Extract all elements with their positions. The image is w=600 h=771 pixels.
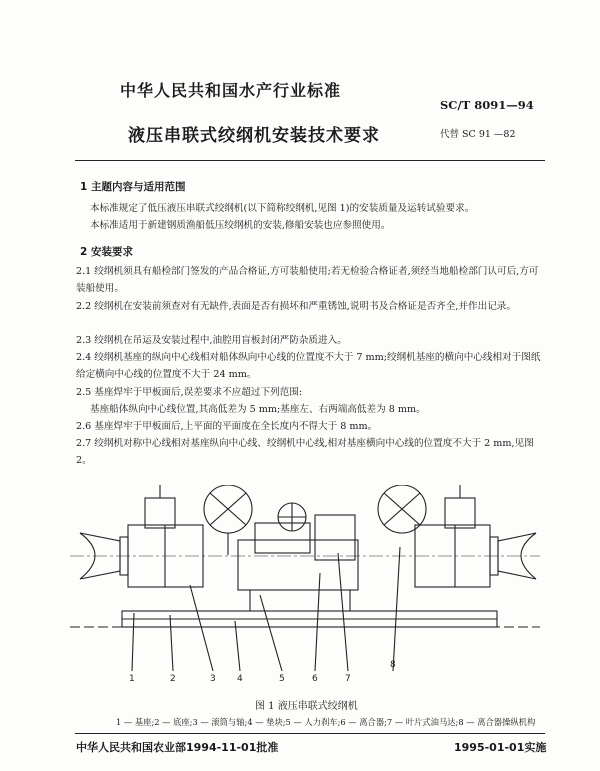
paragraph: 本标准规定了低压液压串联式绞纲机(以下简称绞纲机,见图 1)的安装质量及运转试验要求。 — [90, 203, 475, 214]
figure-caption: 图 1 液压串联式绞纲机 — [255, 701, 358, 712]
callout-label: 3 — [210, 674, 216, 684]
paragraph: 本标准适用于新建钢质渔船低压绞纲机的安装,修船安装也应参照使用。 — [90, 220, 391, 231]
callout-label: 7 — [345, 674, 351, 684]
standard-title: 中华人民共和国水产行业标准 — [120, 81, 342, 100]
effective-date: 1995-01-01实施 — [454, 741, 547, 754]
winch-drawing — [70, 485, 540, 690]
callout-label: 5 — [279, 674, 285, 684]
clause-2-7: 2.7 绞纲机对称中心线相对基座纵向中心线、绞纲机中心线,相对基座横向中心线的位置度不大于 2 mm,见图 2。 — [76, 438, 534, 466]
figure-legend: 1 — 基座;2 — 底座;3 — 滚筒与轴;4 — 垫块;5 — 人力刹车;6 — 离合器;7 — 叶片式油马达;8 — 离合器操纵机构 — [116, 717, 536, 727]
callout-label: 2 — [170, 674, 176, 684]
right-brake-cylinder — [445, 498, 475, 528]
callout-label: 6 — [312, 674, 318, 684]
document-title: 液压串联式绞纲机安装技术要求 — [128, 126, 380, 146]
clause-2-6: 2.6 基座焊牢于甲板面后,上平面的平面度在全长度内不得大于 8 mm。 — [76, 421, 378, 432]
standard-code: SC/T 8091—94 — [440, 98, 534, 112]
footer-divider — [75, 733, 545, 734]
callout-label: 4 — [237, 674, 243, 684]
replaces-note: 代替 SC 91 —82 — [440, 129, 516, 140]
clause-2-5: 2.5 基座焊牢于甲板面后,误差要求不应超过下列范围: — [76, 387, 303, 398]
section-heading-scope: 1 主题内容与适用范围 — [80, 181, 186, 193]
issuer-approval: 中华人民共和国农业部1994-11-01批准 — [76, 741, 279, 754]
hydraulic-motor — [315, 515, 355, 560]
clause-2-2: 2.2 绞纲机在安装前须查对有无缺件,表面是否有损坏和严重锈蚀,说明书及合格证是否齐全,并作出记录。 — [76, 301, 516, 312]
callout-label: 1 — [129, 674, 135, 684]
clause-2-1: 2.1 绞纲机须具有船检部门签发的产品合格证,方可装船使用;若无检验合格证者,须经当地船检部门认可后,方可装船使用。 — [76, 266, 539, 294]
clause-2-3: 2.3 绞纲机在吊运及安装过程中,油腔用盲板封闭严防杂质进入。 — [76, 335, 347, 346]
clause-2-4: 2.4 绞纲机基座的纵向中心线相对船体纵向中心线的位置度不大于 7 mm;绞纲机基座的横向中心线相对于图纸给定横向中心线的位置度不大于 24 mm。 — [76, 352, 541, 380]
section-heading-requirements: 2 安装要求 — [80, 246, 133, 258]
callout-label: 8 — [390, 660, 396, 670]
left-brake-cylinder — [145, 498, 175, 528]
header-divider — [75, 160, 545, 161]
clause-2-5-detail: 基座船体纵向中心线位置,其高低差为 5 mm;基座左、右两端高低差为 8 mm。 — [90, 404, 426, 415]
